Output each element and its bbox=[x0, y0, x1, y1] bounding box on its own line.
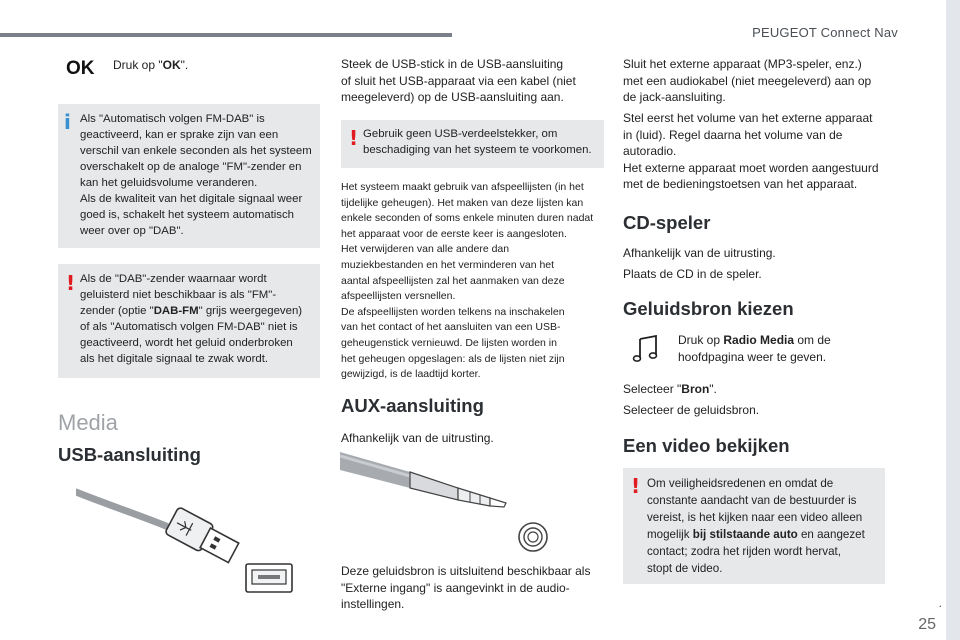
heading-aux: AUX-aansluiting bbox=[341, 395, 484, 416]
source-instruction bbox=[678, 332, 883, 365]
warning-box-text bbox=[363, 126, 601, 158]
continuation-dot: . bbox=[938, 596, 942, 610]
usb-intro-line: of sluit het USB-apparaat via een kabel (niet bbox=[341, 73, 576, 88]
warning-line: of als "Automatisch volgen FM-DAB" niet is bbox=[80, 321, 298, 333]
volume-line: met de bedieningstoetsen van het apparaat. bbox=[623, 177, 858, 191]
aux-note bbox=[341, 563, 604, 613]
music-note-icon bbox=[632, 335, 660, 363]
volume-line: in (luid). Regel daarna het volume van de bbox=[623, 127, 843, 142]
cd-line: Plaats de CD in de speler. bbox=[623, 266, 762, 281]
warning-line: contact; zodra het rijden wordt hervat, bbox=[647, 545, 841, 558]
volume-line: Stel eerst het volume van het externe apparaat bbox=[623, 111, 873, 125]
warning-icon: ! bbox=[631, 474, 641, 498]
select-step: Selecteer "Bron". bbox=[623, 382, 717, 396]
warning-line: Om veiligheidsredenen en omdat de bbox=[647, 477, 834, 490]
info-line: kan het geluidsvolume veranderen. bbox=[80, 177, 258, 189]
aux-connect-intro bbox=[623, 56, 885, 106]
warning-box-dab bbox=[58, 264, 320, 378]
warning-line: mogelijk bij stilstaande auto en aangezet bbox=[647, 528, 865, 541]
cd-line: Afhankelijk van de uitrusting. bbox=[623, 246, 776, 260]
heading-cd: CD-speler bbox=[623, 212, 711, 233]
warning-line: stopt de video. bbox=[647, 562, 723, 575]
volume-instructions bbox=[623, 110, 885, 193]
info-icon: i bbox=[64, 110, 71, 134]
select-source-steps bbox=[623, 381, 885, 418]
warning-box-usb-hub bbox=[341, 120, 604, 168]
heading-source: Geluidsbron kiezen bbox=[623, 298, 794, 319]
playlist-line: tijdelijke geheugen). Het maken van deze lijsten kan bbox=[341, 196, 584, 209]
warning-line: geactiveerd, wordt het geluid onderbroken bbox=[80, 337, 293, 349]
warning-icon: ! bbox=[66, 271, 76, 295]
ok-instruction: Druk op "OK". bbox=[113, 58, 189, 72]
info-line: geactiveerd, kan er sprake zijn van een bbox=[80, 129, 279, 141]
aux-note-line: "Externe ingang" is aangevinkt in de audio- bbox=[341, 580, 570, 595]
warning-line: vereist, is het kijken naar een video alleen bbox=[647, 511, 863, 524]
usb-intro-line: meegeleverd) op de USB-aansluiting aan. bbox=[341, 90, 564, 104]
ok-icon: OK bbox=[66, 58, 95, 79]
page-edge-strip bbox=[946, 0, 960, 640]
aux-dependency: Afhankelijk van de uitrusting. bbox=[341, 431, 494, 445]
warning-line: zender (optie "DAB-FM" grijs weergegeven) bbox=[80, 305, 303, 317]
playlist-line: aantal afspeellijsten zal het aanmaken van deze bbox=[341, 274, 565, 287]
aux-jack-illustration bbox=[340, 448, 552, 556]
info-line: goed is, schakelt het systeem automatisch bbox=[80, 209, 294, 221]
aux-note-line: instellingen. bbox=[341, 597, 405, 611]
playlist-line: het geheugen opgeslagen: als de lijsten niet zijn bbox=[341, 352, 565, 365]
header-title: PEUGEOT Connect Nav bbox=[752, 25, 898, 40]
playlist-line: geheugenstick vernieuwd. De lijsten worden in bbox=[341, 336, 557, 349]
heading-video: Een video bekijken bbox=[623, 435, 790, 456]
heading-usb: USB-aansluiting bbox=[58, 444, 201, 465]
playlist-line: enkele seconden of soms enkele minuten duren nadat bbox=[341, 212, 594, 225]
playlist-line: afspeellijsten versnellen. bbox=[341, 290, 456, 303]
usb-connector-illustration bbox=[76, 474, 296, 594]
playlist-line: van het contact of het aansluiten van een USB- bbox=[341, 321, 561, 334]
source-line: hoofdpagina weer te geven. bbox=[678, 349, 827, 364]
warning-box-text bbox=[80, 271, 316, 367]
cd-text bbox=[623, 245, 885, 282]
warning-box-text bbox=[647, 475, 881, 577]
info-box-fm-dab bbox=[58, 104, 320, 248]
aux-connect-line: met een audiokabel (niet meegeleverd) aan op bbox=[623, 73, 872, 88]
playlist-line: Het verwijderen van alle andere dan bbox=[341, 243, 510, 256]
info-line: weer over op "DAB". bbox=[80, 225, 184, 237]
warning-line: als het digitale signaal te zwak wordt. bbox=[80, 353, 269, 365]
section-title-media: Media bbox=[58, 410, 118, 435]
info-line: Als "Automatisch volgen FM-DAB" is bbox=[80, 113, 265, 125]
volume-line: autoradio. bbox=[623, 144, 677, 158]
playlist-line: gewijzigd, is de laadtijd korter. bbox=[341, 368, 481, 381]
header-rule bbox=[0, 33, 452, 37]
volume-line: Het externe apparaat moet worden aangestuurd bbox=[623, 160, 879, 175]
playlist-notes bbox=[341, 180, 604, 383]
aux-note-line: Deze geluidsbron is uitsluitend beschikbaar als bbox=[341, 564, 591, 578]
playlist-line: Het systeem maakt gebruik van afspeellijsten (in het bbox=[341, 181, 584, 193]
warning-icon: ! bbox=[349, 126, 359, 150]
select-step: Selecteer de geluidsbron. bbox=[623, 402, 760, 417]
warning-line: Als de "DAB"-zender waarnaar wordt bbox=[80, 273, 267, 285]
info-box-text bbox=[80, 111, 316, 239]
warning-line: geluisterd niet beschikbaar is als "FM"- bbox=[80, 289, 277, 301]
aux-connect-line: Sluit het externe apparaat (MP3-speler, enz.) bbox=[623, 57, 862, 71]
warning-line: beschadiging van het systeem te voorkomen. bbox=[363, 144, 592, 156]
playlist-line: het apparaat voor de eerste keer is aangesloten. bbox=[341, 227, 567, 240]
playlist-line: muziekbestanden en het verminderen van het bbox=[341, 258, 555, 271]
info-line: overschakelt op de analoge "FM"-zender en bbox=[80, 161, 302, 173]
aux-connect-line: de jack-aansluiting. bbox=[623, 90, 726, 104]
usb-intro-line: Steek de USB-stick in de USB-aansluiting bbox=[341, 57, 564, 71]
info-line: verschil van enkele seconden als het systeem bbox=[80, 145, 312, 157]
warning-line: Gebruik geen USB-verdeelstekker, om bbox=[363, 128, 558, 140]
usb-intro bbox=[341, 56, 604, 106]
warning-box-video bbox=[623, 468, 885, 584]
playlist-line: De afspeellijsten worden telkens na inschakelen bbox=[341, 305, 565, 318]
info-line: Als de kwaliteit van het digitale signaal weer bbox=[80, 193, 303, 205]
warning-line: constante aandacht van de bestuurder is bbox=[647, 494, 857, 507]
source-line: Druk op Radio Media om de bbox=[678, 333, 831, 347]
page-number: 25 bbox=[918, 616, 936, 633]
